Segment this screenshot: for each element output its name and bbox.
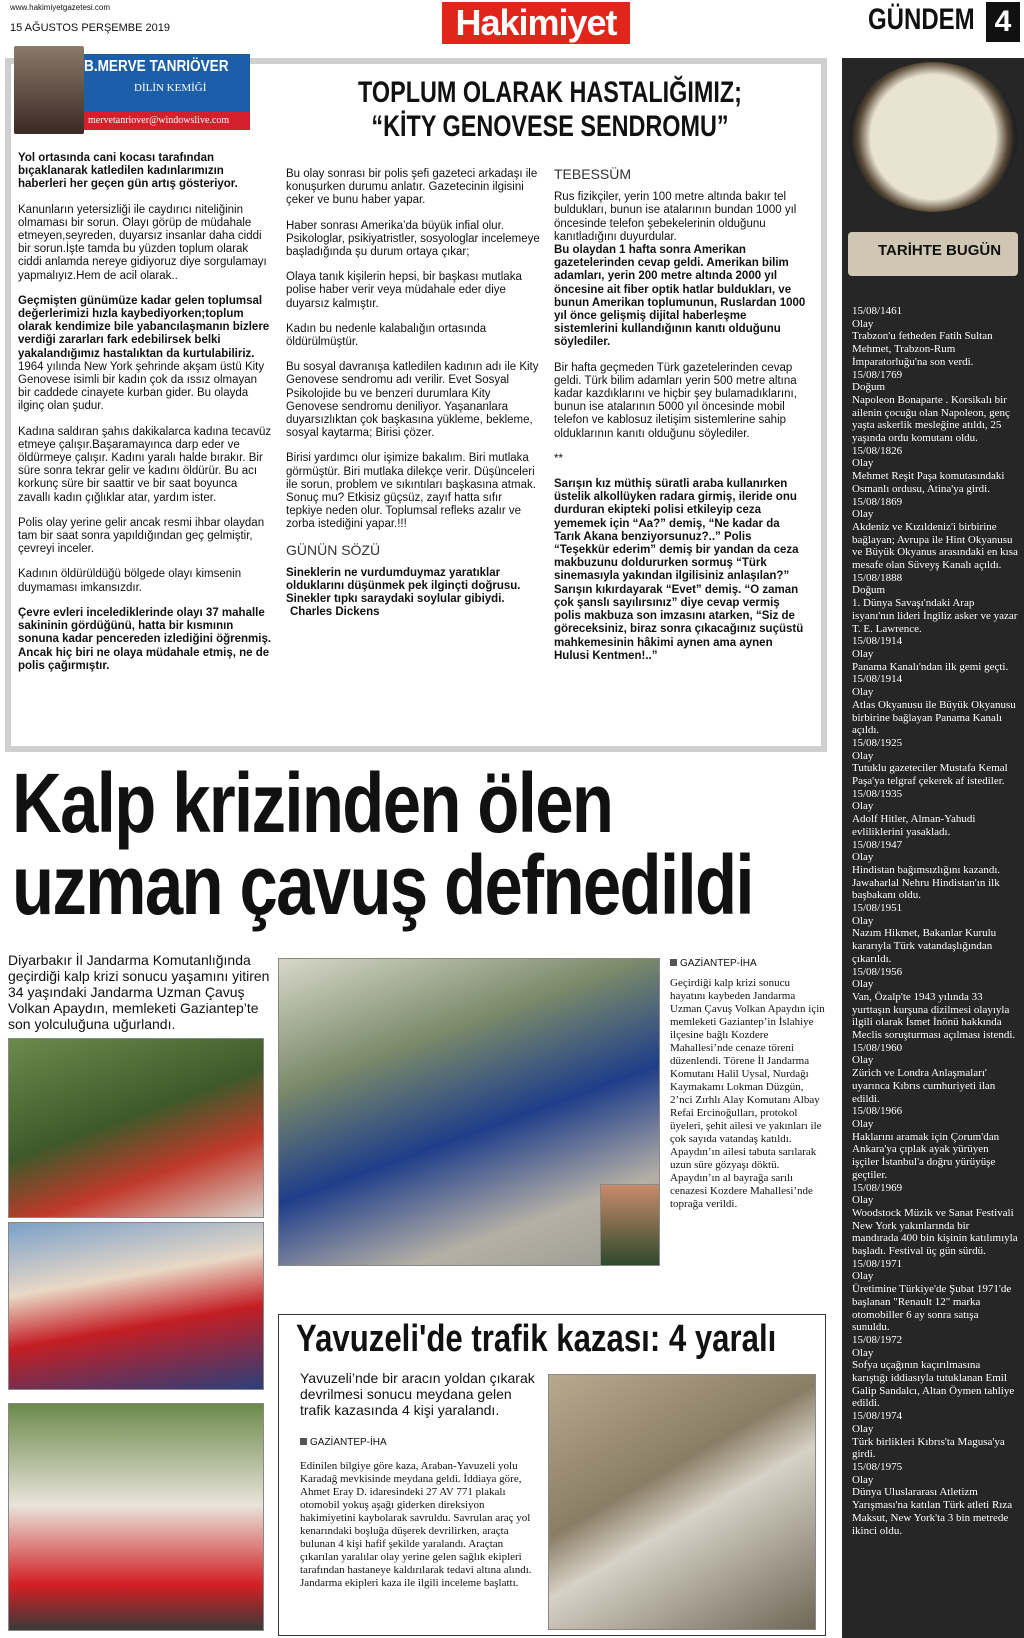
- history-event: Napoleon Bonaparte . Korsikalı bir ailenin çocuğu olan Napoleon, genç yaşta askerlik mesleğine atıldı, 25 yaşında ordu komutanı oldu.: [852, 393, 1010, 445]
- history-date: 15/08/1769: [852, 368, 903, 381]
- funeral-photo-3: [8, 1403, 264, 1631]
- paragraph: Kadın bu nedenle kalabalığın ortasında öldürülmüştür.: [286, 322, 487, 349]
- paragraph: Sarışın kız müthiş süratli araba kullanırken üstelik alkollüyken radara girmiş, ileride onu durduran ekipteki polisi etkileyip ceza yememek için “Aa?” demiş, “Ne kadar da Tarık Akana benziyorsunuz?..” Polis “Teşekkür ederim” demiş bir yandan da ceza makbuzunu doldururken sormuş “Türk sinemasıyla yakından ilgilisiniz anlaşılan?” Sarışın kıkırdayarak “Evet” demiş. “O zaman çok şanslı sayılırsınız” diye cevap vermiş polis makbuza son imzasını atarken, “Siz de göreceksiniz, biraz sonra çıkacağınız suçüstü mahkemesinin hâkimi aynen ama aynen Hulusi Kentmen!..”: [554, 478, 804, 662]
- news-lead: Diyarbakır İl Jandarma Komutanlığında geçirdiği kalp krizi sonucu yaşamını yitiren 34 yaşındaki Jandarma Uzman Çavuş Volkan Apaydın, memleketi Gaziantep’te son yolculuğuna uğurlandı.: [8, 952, 270, 1032]
- column-title-line1: TOPLUM OLARAK HASTALIĞIMIZ;: [358, 76, 742, 109]
- history-event: Adolf Hitler, Alman-Yahudi evliliklerini yasakladı.: [852, 813, 976, 838]
- history-date: 15/08/1972: [852, 1333, 903, 1346]
- paragraph: Çevre evleri incelediklerinde olayı 37 mahalle sakininin gördüğünü, hatta bir kısmının sonuna kadar pencereden izlediğini öğrenmiş. Ancak hiç biri ne olaya müdahale etmiş, ne de polis çağırmıştır.: [18, 606, 272, 672]
- history-date: 15/08/1966: [852, 1105, 903, 1118]
- author-header: [14, 46, 250, 134]
- history-type: Olay: [852, 457, 874, 470]
- history-date: 15/08/1951: [852, 902, 903, 915]
- soldier-portrait: [600, 1184, 660, 1266]
- history-type: Olay: [852, 686, 874, 699]
- history-type: Olay: [852, 317, 874, 330]
- history-event: Van, Özalp'te 1943 yılında 33 yurttaşın kurşuna dizilmesi olayıyla ilgili olarak İsmet İnönü hakkında Meclis soruşturması açılması istendi.: [852, 990, 1016, 1042]
- paragraph: Kadına saldıran şahıs dakikalarca kadına tecavüz etmeye çalışır.Başaramayınca darp eder ve öldürmeye çalışır. Kadını yaralı halde bırakır. Bir süre sonra tekrar gelir ve kadını öldürür. Bu acı korkunç süre bir saattir ve bir saat boyunca zavallı kadın çığlıklar atar, yardım ister.: [18, 425, 272, 504]
- separator-stars: **: [554, 452, 563, 465]
- history-type: Olay: [852, 978, 874, 991]
- accident-source: [300, 1437, 387, 1448]
- history-type: Olay: [852, 1118, 874, 1130]
- history-date: 15/08/1935: [852, 787, 903, 800]
- source-label: GAZİANTEP-İHA: [680, 958, 757, 969]
- site-url: www.hakimiyetgazetesi.com: [10, 3, 111, 12]
- history-type: Olay: [852, 800, 874, 813]
- history-type: Olay: [852, 1422, 874, 1435]
- quote-title: GÜNÜN SÖZÜ: [286, 541, 381, 558]
- paragraph: 1964 yılında New York şehrinde akşam üstü Kity Genovese isimli bir kadın çok da ıssız olmayan bir caddede cinayete kurban gider. Bu olayda ilginç olan şudur.: [18, 360, 265, 413]
- paragraph: Bir hafta geçmeden Türk gazetelerinden cevap geldi. Türk bilim adamları yerin 500 metre altına kadar kazdıklarını ve hiçbir şey bulamadıklarını, bunun ise atalarının 5000 yıl öncesinde mobil telefon ve kablosuz iletişim sistemlerine sahip olduklarının kanıtı olduğunu söylediler.: [554, 361, 797, 440]
- history-type: Olay: [852, 1473, 874, 1486]
- history-date: 15/08/1974: [852, 1410, 903, 1423]
- history-type: Olay: [852, 851, 874, 864]
- overturned-car-photo: [548, 1374, 816, 1630]
- quote-text: Sineklerin ne vurdumduymaz yaratıklar olduklarını düşünmek pek ilginçti doğrusu. Sinekler tıpkı saraydaki soylular gibiydi.: [286, 566, 521, 606]
- paragraph: Bu olay sonrası bir polis şefi gazeteci arkadaşı ile konuşurken durumu anlatır. Gazetecinin ilgisini çeker ve bunu haber yapar.: [286, 168, 538, 207]
- clock-illustration: [848, 62, 1018, 212]
- history-event: Haklarını aramak için Çorum'dan Ankara'ya çıplak ayak yürüyen işçiler İstanbul'a doğru yürüyüşe geçtiler.: [852, 1130, 1000, 1181]
- history-date: 15/08/1826: [852, 444, 903, 457]
- history-date: 15/08/1975: [852, 1460, 903, 1473]
- author-email[interactable]: mervetanriover@windowslive.com: [84, 112, 250, 130]
- history-date: 15/08/1969: [852, 1181, 903, 1194]
- history-event: Sofya uçağının kaçırılmasına karıştığı iddiasıyla tutuklanan Emil Galip Sandalcı, Altan Öymen tahliye edildi.: [852, 1359, 1015, 1410]
- author-photo: [14, 46, 84, 134]
- history-event: Nazım Hikmet, Bakanlar Kurulu kararıyla Türk vatandaşlığından çıkarıldı.: [852, 927, 997, 965]
- news-headline: [12, 756, 753, 932]
- masthead-logo: Hakimiyet: [442, 2, 630, 44]
- quote-author: Charles Dickens: [290, 606, 380, 619]
- history-type: Olay: [852, 1270, 874, 1283]
- history-date: 15/08/1956: [852, 965, 903, 978]
- history-event: Üretimine Türkiye'de Şubat 1971'de başlanan "Renault 12" marka otomobiller 6 ay sonra satışa sunuldu.: [852, 1283, 1012, 1334]
- history-date: 15/08/1971: [852, 1257, 903, 1270]
- history-date: 15/08/1888: [852, 571, 903, 584]
- section-title: GÜNDEM: [868, 3, 975, 36]
- paragraph: Olaya tanık kişilerin hepsi, bir başkası mutlaka polise haber verir veya müdahale eder diye duyarsız kalmıştır.: [286, 271, 522, 310]
- history-event: Dünya Uluslararası Atletizm Yarışması'na katılan Türk atleti Rıza Maksut, New York'ta 3 bin metrede ikinci oldu.: [852, 1486, 1013, 1537]
- page-number: 4: [986, 2, 1020, 42]
- paragraph: Geçmişten günümüze kadar gelen toplumsal değerlerimizi hızla kaybediyorken;toplum olarak kendimize bile yabancılaşmanın bizlere verdiği zararları fark edebilirsek belki yakalandığımız hastalıktan da kurtulabiliriz.: [18, 294, 270, 360]
- paragraph: Haber sonrası Amerika’da büyük infial olur. Psikologlar, psikiyatristler, sosyologlar incelemeye başladığında şu durum ortaya çıkar;: [286, 219, 540, 259]
- history-type: Doğum: [852, 381, 885, 394]
- paragraph: Kadının öldürüldüğü bölgede olayı kimsenin duymaması imkansızdır.: [18, 568, 242, 594]
- news-source: [670, 958, 757, 969]
- joke-title: TEBESSÜM: [554, 166, 632, 182]
- history-event: Panama Kanalı'ndan ilk gemi geçti.: [852, 660, 1009, 673]
- funeral-photo-2: [8, 1222, 264, 1390]
- history-date: 15/08/1869: [852, 495, 903, 508]
- paragraph: Birisi yardımcı olur işimize bakalım. Biri mutlaka görmüştür. Biri mutlaka dilekçe verir. Düşünceleri ile sorun, problem ve sıkıntıları başkasına atmak. Sonuç mu? Etkisiz güçsüz, zayıf hatta sıfır tepkiye neden olur. Toplumsal refleks azalır ve zorba istediğini yapar.!!!: [286, 452, 536, 531]
- history-date: 15/08/1914: [852, 673, 903, 686]
- history-type: Olay: [852, 1194, 874, 1207]
- history-date: 15/08/1925: [852, 736, 903, 749]
- accident-headline: Yavuzeli'de trafik kazası: 4 yaralı: [296, 1318, 777, 1360]
- history-date: 15/08/1960: [852, 1041, 903, 1054]
- history-type: Olay: [852, 749, 874, 762]
- news-body: Geçirdiği kalp krizi sonucu hayatını kaybeden Jandarma Uzman Çavuş Volkan Apaydın için memleketi Gaziantep’in İslahiye ilçesine bağlı Kozdere Mahallesi’nde cenaze töreni düzenlendi. Törene İl Jandarma Komutanı Halil Uysal, Nurdağı Kaymakamı Lokman Düzgün, 2’nci Zırhlı Alay Komutanı Albay Refai Ercinoğulları, protokol üyeleri, şehit ailesi ve yakınları ile çok sayıda vatandaş katıldı. Apaydın’ın ailesi tabuta sarılarak uzun süre gözyaşı döktü. Apaydın’ın al bayrağa sarılı cenazesi Kozdere Mahallesi’nde toprağa verildi.: [670, 977, 825, 1210]
- history-type: Doğum: [852, 584, 885, 597]
- history-event: Türk birlikleri Kıbrıs'ta Magusa'ya girdi.: [852, 1435, 1005, 1461]
- author-name: B.MERVE TANRIÖVER: [84, 58, 229, 75]
- paragraph: Rus fizikçiler, yerin 100 metre altında bakır tel buldukları, bunun ise atalarının bundan 1000 yıl öncesinde telefon şebekelerinin olduğunu kanıtladığını duyurdular.: [554, 191, 797, 243]
- history-date: 15/08/1461: [852, 305, 903, 317]
- accident-lead: Yavuzeli’nde bir aracın yoldan çıkarak devrilmesi sonucu meydana gelen trafik kazasında 4 kişi yaralandı.: [300, 1370, 535, 1418]
- history-type: Olay: [852, 1346, 874, 1359]
- history-event: 1. Dünya Savaşı'ndaki Arap isyanı'nın lideri İngiliz asker ve yazar T. E. Lawrence.: [852, 597, 1018, 635]
- history-type: Olay: [852, 647, 874, 660]
- history-event: Zürich ve Londra Anlaşmaları' uyarınca Kıbrıs cumhuriyeti ilan edildi.: [852, 1067, 996, 1105]
- history-event: Trabzon'u fetheden Fatih Sultan Mehmet, Trabzon-Rum İmparatorluğu'na son verdi.: [852, 330, 993, 368]
- history-event: Akdeniz ve Kızıldeniz'i birbirine bağlayan; Avrupa ile Hint Okyanusu ve Büyük Okyanus arasındaki en kısa mesafe olan Süveyş Kanalı açıldı.: [852, 520, 1018, 572]
- history-date: 15/08/1947: [852, 838, 903, 851]
- paragraph: Bu sosyal davranışa katledilen kadının adı ile Kity Genovese sendromu adı verilir. Evet Sosyal Psikolojide bu ve benzeri durumlara Kity Genovese sendromu deniliyor. Yaşananlara duyarsızlıktan çok başkasına yükleme, bekleme, sosyal kaytarma; Birisi çözer.: [286, 361, 539, 440]
- issue-date: 15 AĞUSTOS PERŞEMBE 2019: [10, 22, 170, 34]
- history-type: Olay: [852, 508, 874, 521]
- paragraph: Polis olay yerine gelir ancak resmi ihbar olaydan tam bir saat sonra yapıldığından geç gelmiştir, çevreyi inceler.: [18, 516, 265, 556]
- column-text-1: [18, 152, 273, 685]
- column-text-3: [554, 168, 809, 675]
- headline-line1: Kalp krizinden ölen: [12, 756, 613, 850]
- paragraph: Bu olaydan 1 hafta sonra Amerikan gazetelerinden cevap geldi. Amerikan bilim adamları, yerin 200 metre altında 2000 yıl öncesine ait fiber optik hatlar buldukları, ve bunun Amerikan toplumunun, Ruslardan 1000 yıl önce gelişmiş dijital haberleşme sistemlerini kullandığının kanıtı olduğunu söylediler.: [554, 244, 806, 349]
- column-title: [355, 76, 745, 144]
- paragraph: Kanunların yetersizliği ile caydırıcı niteliğinin olmaması bir sorun. Olayı görüp de müdahale etmeyen,seyreden, duyarsız insanlar daha ciddi bir sorun.İşte tamda bu yüzden toplum olarak ciddi anlamda nereye gidiyoruz diye sorgulamayı yapmalıyız.Hem de acil olarak..: [18, 203, 267, 282]
- history-event: Mehmet Reşit Paşa komutasındaki Osmanlı ordusu, Atina'ya girdi.: [852, 470, 1005, 495]
- history-type: Olay: [852, 1054, 874, 1067]
- source-label: GAZİANTEP-İHA: [310, 1437, 387, 1448]
- column-text-2: [286, 168, 541, 632]
- column-title-line2: “KİTY GENOVESE SENDROMU”: [371, 110, 729, 143]
- history-list: [852, 305, 1018, 1537]
- history-date: 15/08/1914: [852, 635, 903, 648]
- history-label: TARİHTE BUGÜN: [878, 242, 1002, 259]
- column-tagline: DİLİN KEMİĞİ: [134, 82, 207, 94]
- paragraph: Yol ortasında cani kocası tarafından bıçaklanarak katledilen kadınlarımızın haberleri her geçen gün artış gösteriyor.: [18, 152, 238, 191]
- history-event: Tutuklu gazeteciler Mustafa Kemal Paşa'ya telgraf çekerek af istediler.: [852, 762, 1008, 788]
- history-type: Olay: [852, 914, 874, 927]
- funeral-photo-1: [8, 1038, 264, 1218]
- accident-body: Edinilen bilgiye göre kaza, Araban-Yavuzeli yolu Karadağ mevkisinde meydana geldi. İddiaya göre, Ahmet Eray D. idaresindeki 27 AV 771 plakalı otomobil yokuş aşağı giderken direksiyon hakimiyetini kaybolarak savruldu. Savrulan araç yol kenarındaki boşluğa düşerek devrilirken, araçta bulunan 4 kişi hafif şekilde yaralandı. Araçtan çıkarılan yaralılar olay yerine gelen sağlık ekipleri tarafından hastaneye kaldırılarak tedavi altına alındı. Jandarma ekipleri kaza ile ilgili inceleme başlattı.: [300, 1460, 532, 1589]
- history-event: Atlas Okyanusu ile Büyük Okyanusu birbirine bağlayan Panama Kanalı açıldı.: [852, 698, 1016, 737]
- history-event: Woodstock Müzik ve Sanat Festivali New York yakınlarında bir mandırada 400 bin kişinin katılımıyla başladı. Festival üç gün sürdü.: [852, 1206, 1018, 1258]
- headline-line2: uzman çavuş defnedildi: [12, 838, 753, 932]
- history-event: Hindistan bağımsızlığını kazandı. Jawaharlal Nehru Hindistan'ın ilk başbakanı oldu.: [852, 863, 1001, 902]
